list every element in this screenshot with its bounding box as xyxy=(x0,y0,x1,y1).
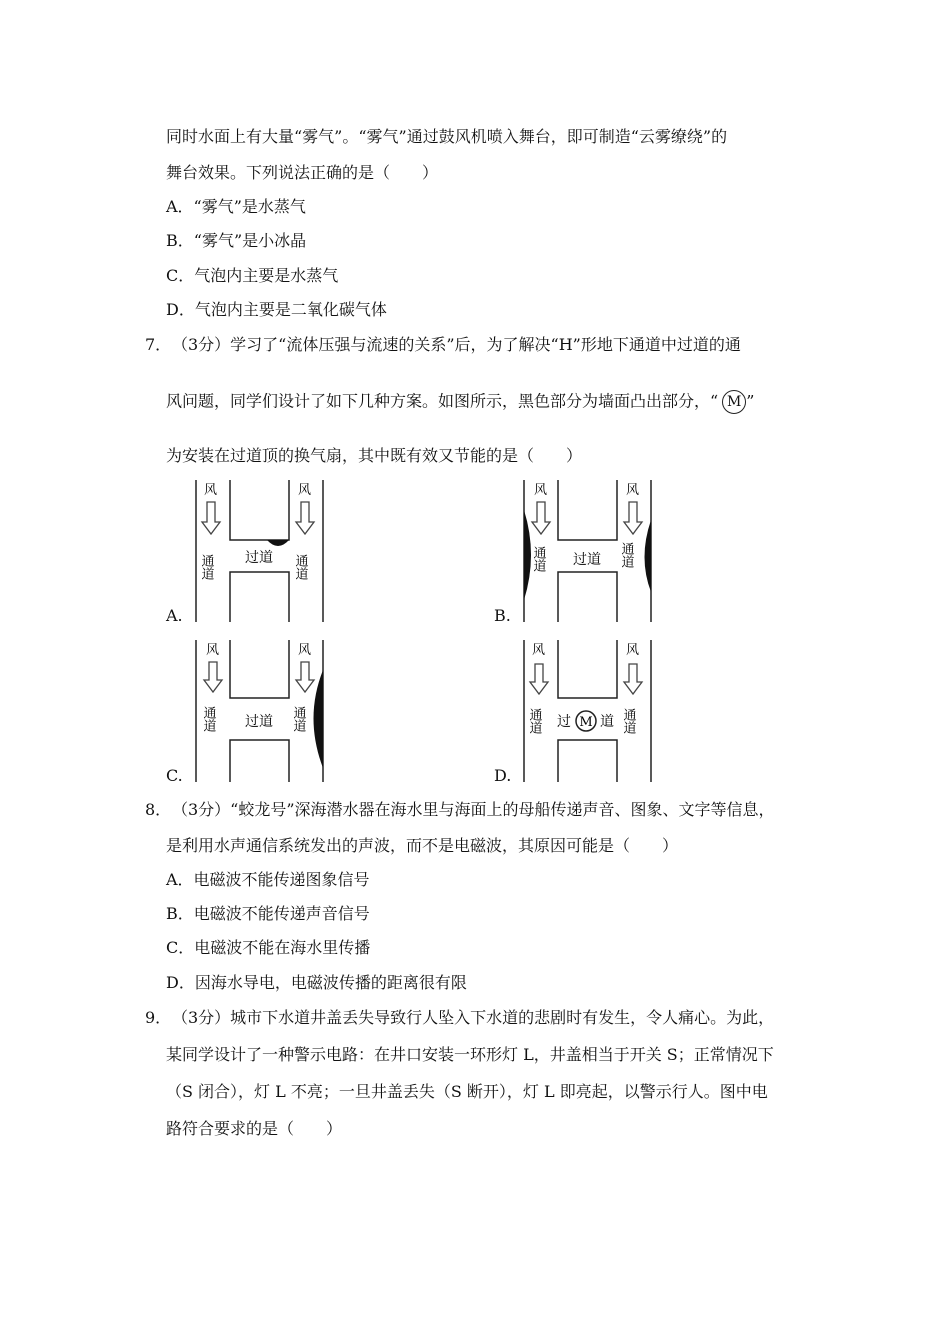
channel-label-right: 通道 xyxy=(620,708,636,734)
figure-c-label: C. xyxy=(166,766,183,785)
channel-label-left: 通道 xyxy=(526,708,542,734)
q8-option-b: B．电磁波不能传递声音信号 xyxy=(166,904,370,923)
corridor-label: 过道 xyxy=(245,714,273,730)
down-arrow-icon xyxy=(624,502,642,534)
wall-bump xyxy=(314,670,324,768)
down-arrow-icon xyxy=(532,502,550,534)
down-arrow-icon xyxy=(296,662,314,692)
figure-b xyxy=(520,480,655,622)
corridor-label-left: 过 xyxy=(557,714,571,730)
down-arrow-icon xyxy=(202,502,220,534)
q7-stem-line2-text: 风问题，同学们设计了如下几种方案。如图所示，黑色部分为墙面凸出部分，“ xyxy=(166,391,719,411)
q8-option-a: A．电磁波不能传递图象信号 xyxy=(166,870,370,889)
down-arrow-icon xyxy=(296,502,314,534)
wind-label-right: 风 xyxy=(626,643,640,658)
corridor-label: 过道 xyxy=(245,550,273,566)
q6-option-b: B．“雾气”是小冰晶 xyxy=(166,231,307,250)
channel-label-right: 通道 xyxy=(292,554,308,580)
down-arrow-icon xyxy=(204,662,222,692)
fan-symbol: M xyxy=(579,715,593,730)
down-arrow-icon xyxy=(530,664,548,694)
q8-stem-line1: （3分）“蛟龙号”深海潜水器在海水里与海面上的母船传递声音、图象、文字等信息， xyxy=(172,800,775,819)
wind-label-right: 风 xyxy=(298,643,312,658)
channel-label-right: 通道 xyxy=(618,542,634,568)
wind-label-right: 风 xyxy=(626,483,640,498)
down-arrow-icon xyxy=(624,664,642,694)
wind-label-left: 风 xyxy=(204,483,218,498)
q9-number: 9． xyxy=(145,1008,172,1027)
wall-bump xyxy=(267,540,289,546)
channel-label-left: 通道 xyxy=(198,554,214,580)
wind-label-left: 风 xyxy=(532,643,546,658)
figure-a xyxy=(192,480,327,622)
figure-b-label: B. xyxy=(494,606,511,625)
corridor-label: 过道 xyxy=(573,552,601,568)
q8-stem-line2: 是利用水声通信系统发出的声波，而不是电磁波，其原因可能是（ ） xyxy=(166,836,679,855)
channel-label-left: 通道 xyxy=(200,706,216,732)
q8-option-c: C．电磁波不能在海水里传播 xyxy=(166,938,371,957)
figure-d-label: D. xyxy=(494,766,512,785)
q7-stem-line3: 为安装在过道顶的换气扇，其中既有效又节能的是（ ） xyxy=(166,446,583,465)
q7-stem-line2-close-quote: ” xyxy=(746,391,755,411)
q7-stem-line1: （3分）学习了“流体压强与流速的关系”后，为了解决“H”形地下通道中过道的通 xyxy=(172,335,741,354)
q6-option-c: C．气泡内主要是水蒸气 xyxy=(166,266,339,285)
channel-label-right: 通道 xyxy=(290,706,306,732)
q9-stem-line2: 某同学设计了一种警示电路：在井口安装一环形灯 L，井盖相当于开关 S；正常情况下 xyxy=(166,1045,774,1064)
wind-label-left: 风 xyxy=(206,643,220,658)
q6-option-d: D．气泡内主要是二氧化碳气体 xyxy=(166,300,387,319)
q6-option-a: A．“雾气”是水蒸气 xyxy=(166,197,306,216)
corridor-label-right: 道 xyxy=(600,714,614,730)
wall-bump xyxy=(645,520,652,592)
q6-stem-line2: 舞台效果。下列说法正确的是（ ） xyxy=(166,163,439,182)
figure-d xyxy=(520,640,655,782)
wind-label-right: 风 xyxy=(298,483,312,498)
q9-stem-line3: （S 闭合），灯 L 不亮；一旦井盖丢失（S 断开），灯 L 即亮起，以警示行人。图中电 xyxy=(166,1082,768,1101)
channel-label-left: 通道 xyxy=(530,546,546,572)
q6-stem-line1: 同时水面上有大量“雾气”。“雾气”通过鼓风机喷入舞台，即可制造“云雾缭绕”的 xyxy=(166,127,728,146)
wind-label-left: 风 xyxy=(534,483,548,498)
q8-number: 8． xyxy=(145,800,172,819)
q7-number: 7． xyxy=(145,335,172,354)
figure-c xyxy=(192,640,327,782)
figure-a-label: A. xyxy=(166,606,183,625)
fan-icon: M xyxy=(722,390,746,414)
q8-option-d: D．因海水导电，电磁波传播的距离很有限 xyxy=(166,973,467,992)
q9-stem-line4: 路符合要求的是（ ） xyxy=(166,1119,343,1138)
q9-stem-line1: （3分）城市下水道井盖丢失导致行人坠入下水道的悲剧时有发生，令人痛心。为此， xyxy=(172,1008,775,1027)
q7-stem-line2 xyxy=(166,390,754,414)
